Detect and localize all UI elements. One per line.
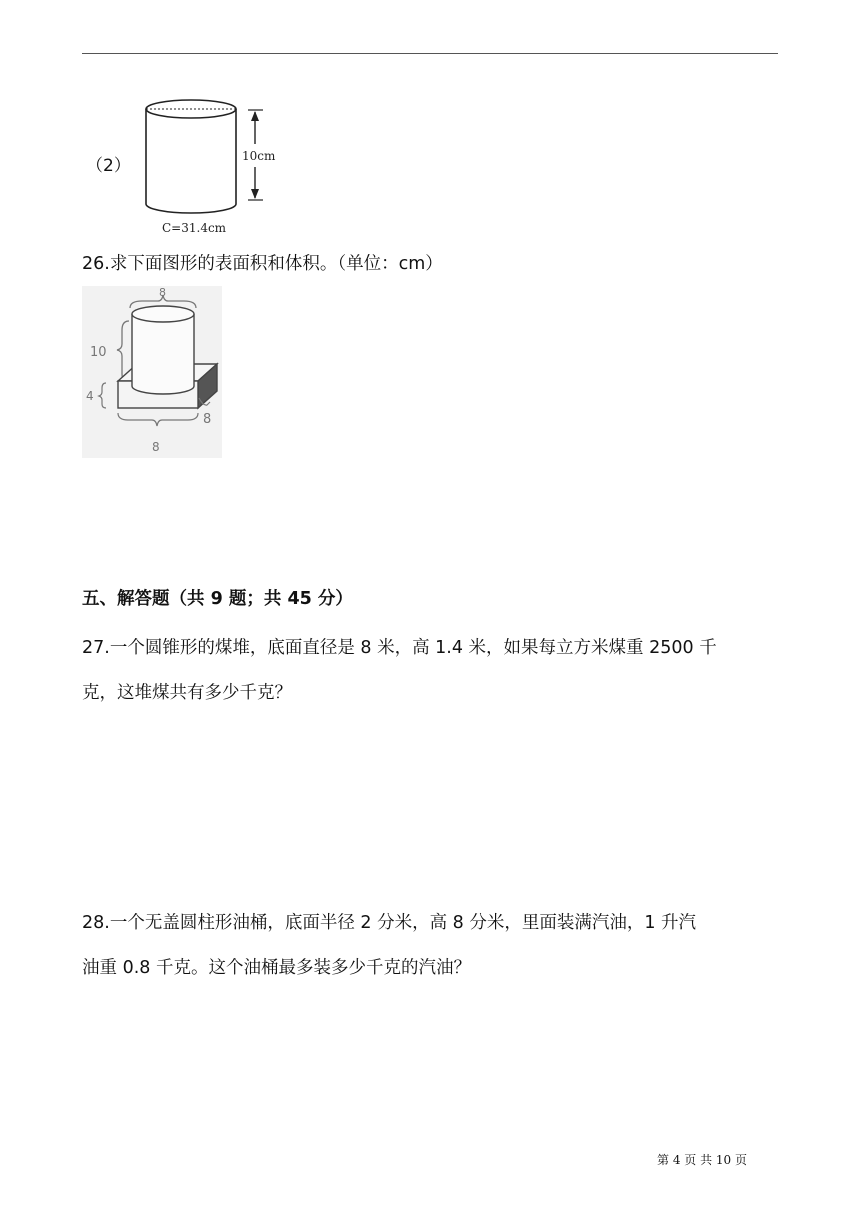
- height-arrowhead-down: [251, 189, 259, 199]
- cylinder-diameter-label: 8: [159, 286, 166, 299]
- cylinder-body-fill: [132, 314, 194, 386]
- height-label: 10cm: [242, 149, 276, 163]
- page-number: 第 4 页 共 10 页: [657, 1153, 747, 1167]
- cylinder-bottom-arc: [146, 204, 236, 213]
- box-height-label: 4: [86, 389, 94, 403]
- box-width-label: 8: [203, 412, 212, 427]
- q26-text: 26.求下面图形的表面积和体积。（单位：cm）: [82, 254, 443, 274]
- height-arrowhead-up: [251, 111, 259, 121]
- composite-solid-figure-q26: [82, 286, 222, 458]
- q28-line2: 油重 0.8 千克。这个油桶最多装多少千克的汽油？: [82, 958, 471, 978]
- box-length-label: 8: [152, 440, 160, 454]
- q28-line1: 28.一个无盖圆柱形油桶，底面半径 2 分米，高 8 分米，里面装满汽油，1 升汽: [82, 913, 697, 933]
- cylinder-figure-q25: [138, 94, 280, 236]
- cylinder-height-label: 10: [90, 345, 107, 360]
- circumference-label: C=31.4cm: [162, 221, 227, 235]
- header-rule: [82, 53, 778, 54]
- section-heading: 五、解答题（共 9 题；共 45 分）: [82, 589, 353, 609]
- q27-line1: 27.一个圆锥形的煤堆，底面直径是 8 米，高 1.4 米，如果每立方米煤重 2500 千: [82, 638, 717, 658]
- q25-part-label: （2）: [86, 156, 131, 176]
- q27-line2: 克，这堆煤共有多少千克？: [82, 683, 292, 703]
- cylinder-top-ellipse: [132, 306, 194, 322]
